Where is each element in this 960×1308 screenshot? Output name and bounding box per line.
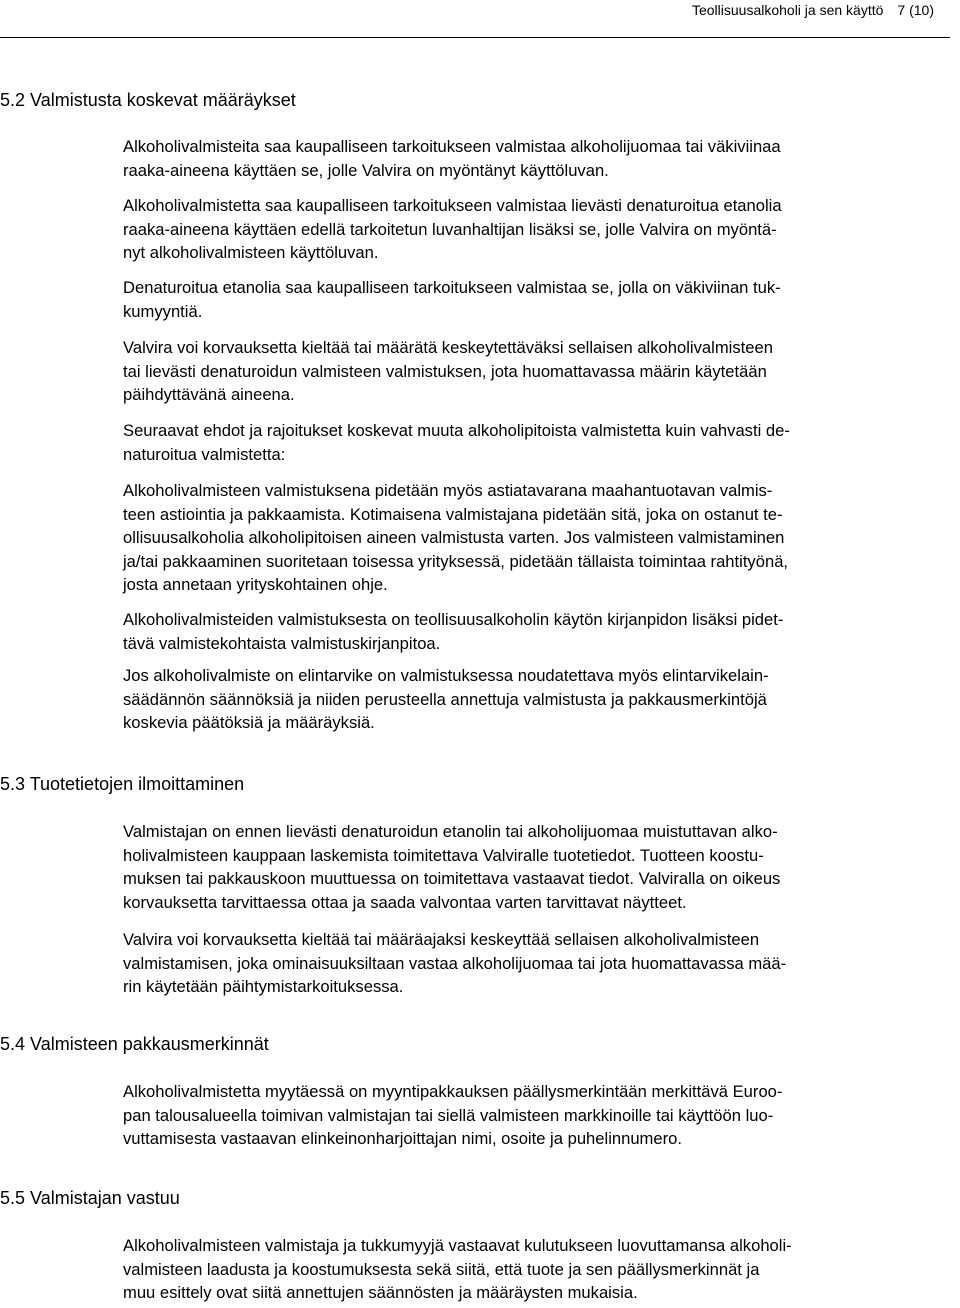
paragraph: Jos alkoholivalmiste on elintarvike on valmistuksessa noudatettava myös elintarvikelain- säädännön säännöksiä ja niiden perusteella annettuja valmistusta ja pakkausmerkintöjä koskevia päätöksiä ja määräyksiä.	[123, 666, 769, 733]
section-heading-5-3: 5.3 Tuotetietojen ilmoittaminen	[0, 774, 245, 794]
document-title: Teollisuusalkoholi ja sen käyttö	[691, 2, 884, 18]
paragraph: Valvira voi korvauksetta kieltää tai määrätä keskeytettäväksi sellaisen alkoholivalmisteen tai lievästi denaturoidun valmisteen valmistuksen, jota huomattavassa määrin käytetään päihdyttävänä aineena.	[123, 338, 773, 405]
section-heading-5-5: 5.5 Valmistajan vastuu	[0, 1188, 180, 1208]
section-heading-5-2: 5.2 Valmistusta koskevat määräykset	[0, 90, 296, 110]
paragraph: Seuraavat ehdot ja rajoitukset koskevat muuta alkoholipitoista valmistetta kuin vahvasti de- naturoitua valmistetta:	[123, 421, 790, 464]
page-header	[0, 0, 934, 20]
paragraph: Alkoholivalmisteita saa kaupalliseen tarkoitukseen valmistaa alkoholijuomaa tai väkiviinaa raaka-aineena käyttäen se, jolle Valvira on myöntänyt käyttöluvan.	[123, 137, 781, 180]
paragraph: Alkoholivalmistetta saa kaupalliseen tarkoitukseen valmistaa lievästi denaturoitua etanolia raaka-aineena käyttäen edellä tarkoitetun luvanhaltijan lisäksi se, jolle Valvira on myöntä- nyt alkoholivalmisteen käyttöluvan.	[123, 196, 782, 263]
paragraph: Alkoholivalmisteiden valmistuksesta on teollisuusalkoholin käytön kirjanpidon lisäksi pidet- tävä valmistekohtaista valmistuskirjanpitoa.	[123, 610, 784, 653]
paragraph: Alkoholivalmisteen valmistaja ja tukkumyyjä vastaavat kulutukseen luovuttamansa alkoholi- valmisteen laadusta ja koostumuksesta sekä siitä, että tuote ja sen päällysmerkinnät ja muu esittely ovat siitä annettujen säännösten ja määräysten mukaisia.	[123, 1236, 792, 1303]
section-heading-5-4: 5.4 Valmisteen pakkausmerkinnät	[0, 1034, 269, 1054]
paragraph: Denaturoitua etanolia saa kaupalliseen tarkoitukseen valmistaa se, jolla on väkiviinan tuk- kumyyntiä.	[123, 278, 781, 321]
paragraph: Valmistajan on ennen lievästi denaturoidun etanolin tai alkoholijuomaa muistuttavan alko- holivalmisteen kauppaan laskemista toimitettava Valviralle tuotetiedot. Tuotteen koostu- muksen tai pakkauskoon muuttuessa on toimitettava vastaavat tiedot. Valviralla on oikeus korvauksetta tarvittaessa ottaa ja saada valvontaa varten tarvittavat näytteet.	[123, 822, 781, 912]
page-number: 7 (10)	[897, 2, 934, 18]
paragraph: Alkoholivalmisteen valmistuksena pidetään myös astiatavarana maahantuotavan valmis- teen astiointia ja pakkaamista. Kotimaisena valmistajana pidetään sitä, joka on ostanut te- ollisuusalkoholia alkoholipitoisen aineen valmistusta varten. Jos valmisteen valmistaminen ja/tai pakkaaminen suoritetaan toisessa yrityksessä, pidetään tällaista toimintaa rahtityönä, josta annetaan yrityskohtainen ohje.	[123, 481, 789, 595]
paragraph: Alkoholivalmistetta myytäessä on myyntipakkauksen päällysmerkintään merkittävä Euroo- pan talousalueella toimivan valmistajan tai siellä valmisteen markkinoille tai käyttöön luo- vuttamisesta vastaavan elinkeinonharjoittajan nimi, osoite ja puhelinnumero.	[123, 1082, 783, 1149]
paragraph: Valvira voi korvauksetta kieltää tai määräajaksi keskeyttää sellaisen alkoholivalmisteen valmistamisen, joka ominaisuuksiltaan vastaa alkoholijuomaa tai jota huomattavassa mää- rin käytetään päihtymistarkoituksessa.	[123, 930, 787, 997]
header-divider	[0, 37, 950, 38]
